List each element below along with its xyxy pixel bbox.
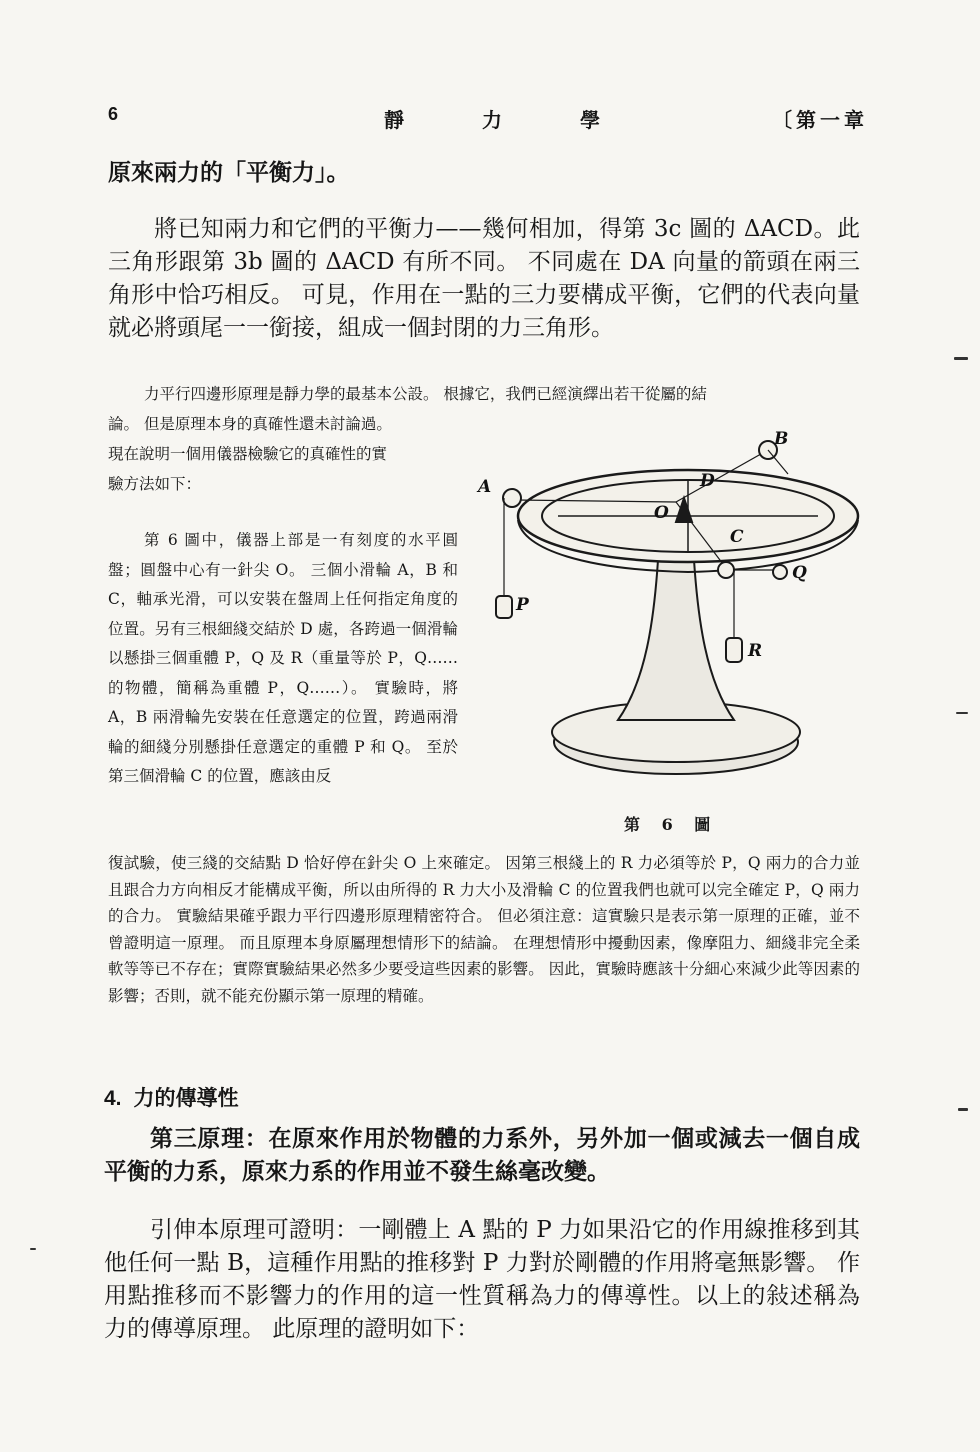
- scan-mark: [954, 357, 968, 360]
- note-experiment-continued: 復試驗，使三綫的交結點 D 恰好停在針尖 O 上來確定。 因第三根綫上的 R 力必須等於 P，Q 兩力的合力並且跟合力方向相反才能構成平衡，所以由所得的 R 力大小及滑輪 C 的位置我們也就可以完全確定 P，Q 兩力的合力。 實驗結果確乎跟力平行四邊形原理精密符合。 但必須注意：這實驗只是表示第一原理的正確，並不曾證明這一原理。 而且原理本身原屬理想情形下的結論。 在理想情形中擾動因素，像摩阻力、細綫非完全柔軟等等已不存在；實際實驗結果必然多少要受這些因素的影響。 因此，實驗時應該十分細心來減少此等因素的影響；否則，就不能充份顯示第一原理的精確。: [108, 854, 860, 1005]
- label-Q: Q: [792, 563, 807, 583]
- label-A: A: [478, 477, 492, 497]
- chapter-label: 〔第一章: [772, 108, 868, 132]
- section-title: 力的傳導性: [133, 1085, 239, 1110]
- paragraph-transmissibility: 引伸本原理可證明：一剛體上 A 點的 P 力如果沿它的作用線推移到其他任何一點 B，這種作用點的推移對 P 力對於剛體的作用將毫無影響。 作用點推移而不影響力的作用的這一性質稱為力的傳導性。以上的敍述稱為力的傳導原理。 此原理的證明如下：: [104, 1217, 860, 1342]
- note-line-4: 驗方法如下：: [108, 475, 202, 493]
- figure-6-apparatus: [468, 420, 868, 840]
- label-B: B: [774, 429, 789, 449]
- section-number: 4.: [104, 1087, 122, 1110]
- note-experiment-text: 第 6 圖中，儀器上部是一有刻度的水平圓盤；圓盤中心有一針尖 O。 三個小滑輪 A，B 和 C，軸承光滑，可以安裝在盤周上任何指定角度的位置。另有三根細綫交結於 D 處，各跨過一個滑輪以懸掛三個重體 P，Q 及 R（重量等於 P，Q……的物體，簡稱為重體 P，Q……）。 實驗時，將 A，B 兩滑輪先安裝在任意選定的位置，跨過兩滑輪的細綫分別懸掛任意選定的重體 P 和 Q。 至於第三個滑輪 C 的位置，應該由反: [108, 531, 458, 785]
- running-title: 靜力學: [384, 108, 678, 132]
- note-line-2: 論。 但是原理本身的真確性還未討論過。: [108, 415, 392, 433]
- label-R: R: [748, 641, 763, 661]
- scan-mark: [956, 712, 968, 714]
- paragraph-continued: 原來兩力的「平衡力」。: [108, 159, 350, 186]
- label-P: P: [516, 595, 529, 615]
- page-number: 6: [108, 104, 119, 124]
- figure-caption: 第 6 圖: [624, 815, 719, 834]
- label-O: O: [654, 503, 669, 523]
- apparatus-drawing: [468, 420, 868, 820]
- section-heading: [104, 1082, 239, 1112]
- note-line-3: 現在說明一個用儀器檢驗它的真確性的實: [108, 445, 388, 463]
- third-principle: 第三原理：在原來作用於物體的力系外，另外加一個或減去一個自成平衡的力系，原來力系的作用並不發生絲毫改變。: [104, 1125, 860, 1185]
- note-line-1: 力平行四邊形原理是靜力學的最基本公設。 根據它，我們已經演繹出若干從屬的結: [144, 385, 707, 403]
- paragraph-force-triangle: 將已知兩力和它們的平衡力——幾何相加，得第 3c 圖的 ΔACD。此三角形跟第 3b 圖的 ΔACD 有所不同。 不同處在 DA 向量的箭頭在兩三角形中恰巧相反。 可見，作用在一點的三力要構成平衡，它們的代表向量就必將頭尾一一銜接，組成一個封閉的力三角形。: [108, 216, 860, 341]
- scan-mark: [958, 1108, 968, 1111]
- label-C: C: [730, 527, 744, 547]
- running-header: [108, 104, 868, 134]
- label-D: D: [700, 471, 715, 491]
- scan-mark: [30, 1248, 36, 1250]
